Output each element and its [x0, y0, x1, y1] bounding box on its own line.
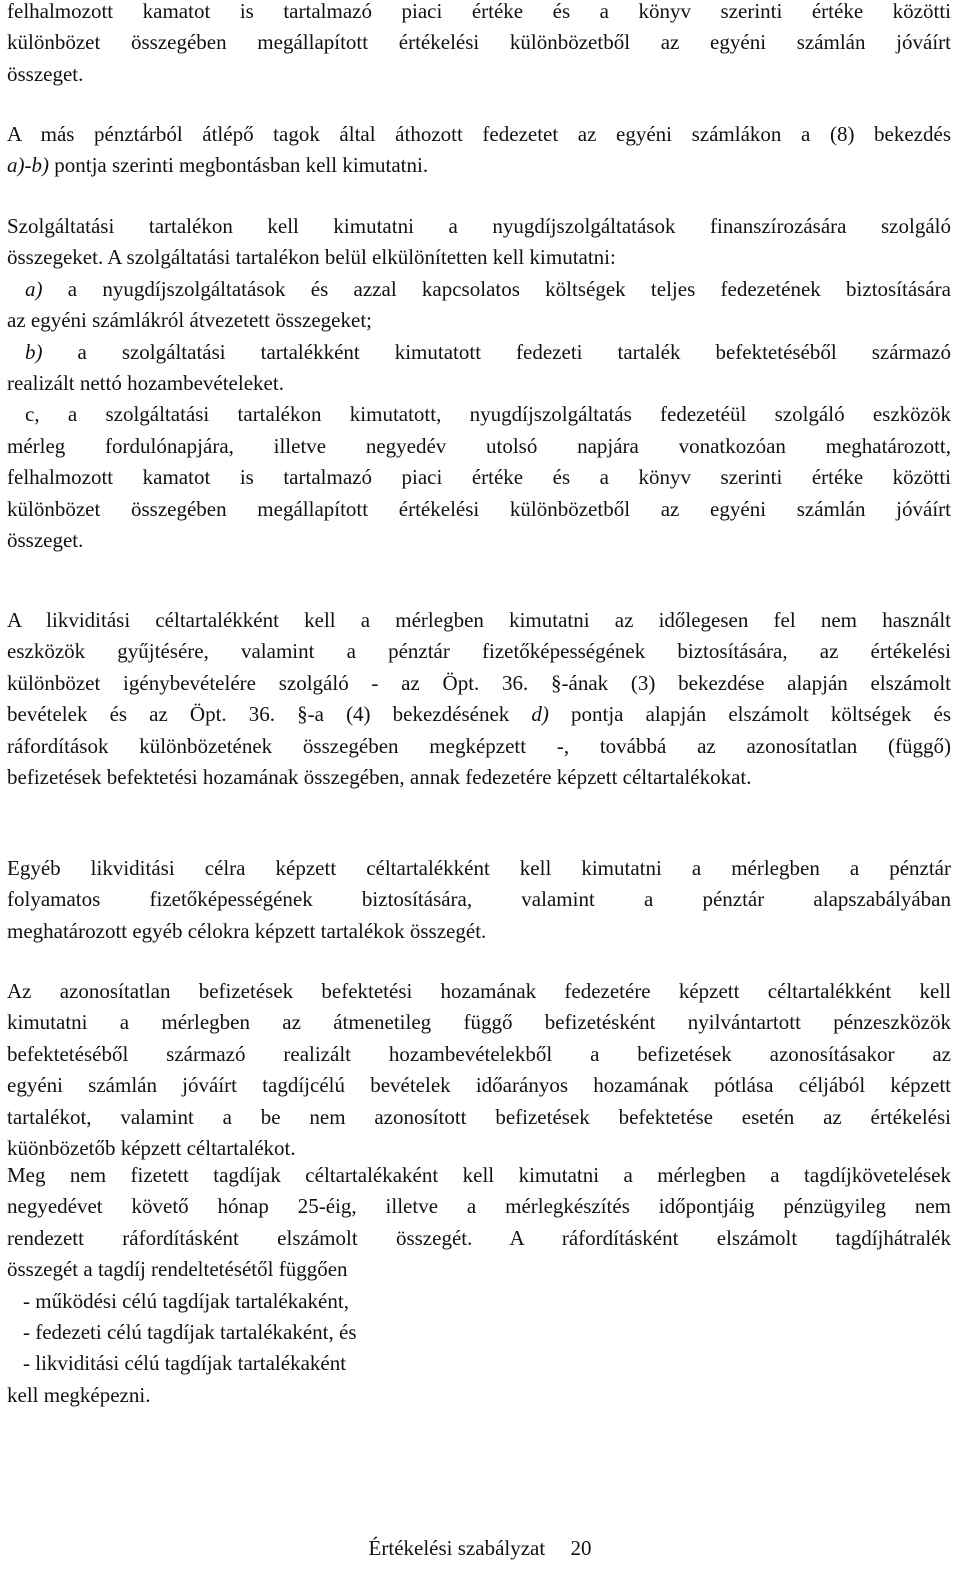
list-item: - likviditási célú tagdíjak tartalékaként — [23, 1351, 347, 1376]
paragraph-unidentified — [7, 976, 951, 1164]
list-item-a — [7, 274, 951, 305]
text-line: az egyéni számlákról átvezetett összegeket; — [7, 308, 372, 333]
paragraph-service-reserve — [7, 211, 951, 556]
italic-ref: d) — [531, 702, 549, 727]
text-line: mérleg fordulónapjára, illetve negyedév utolsó napjára vonatkozóan meghatározott, — [7, 433, 951, 458]
list-item-b — [7, 337, 951, 368]
text-line: befizetések befektetési hozamának összegében, annak fedezetére képzett céltartalékokat. — [7, 765, 752, 790]
paragraph-continuation — [7, 0, 951, 90]
text-span: pontja alapján elszámolt költségek és — [548, 702, 951, 727]
item-label: b) — [25, 339, 43, 364]
text-line: befektetéséből származó realizált hozambevételekből a befizetések azonosításakor az — [7, 1041, 951, 1066]
text-line: kimutatni a mérlegben az átmenetileg függő befizetésként nyilvántartott pénzeszközök — [7, 1010, 951, 1035]
list-item: - fedezeti célú tagdíjak tartalékaként, és — [23, 1320, 357, 1345]
text-line — [7, 699, 951, 730]
text-line: különbözet összegében megállapított értékelési különbözetből az egyéni számlán jóváírt — [7, 30, 951, 55]
text-line: meghatározott egyéb célokra képzett tartalékok összegét. — [7, 918, 487, 943]
paragraph-liquidity — [7, 605, 951, 793]
text-line: tartalékot, valamint a be nem azonosított befizetések befektetése esetén az értékelési — [7, 1104, 951, 1129]
text-line: A más pénztárból átlépő tagok által áthozott fedezetet az egyéni számlákon a (8) bekezdés — [7, 122, 951, 146]
text-span: pontja szerinti megbontásban kell kimutatni. — [48, 153, 429, 178]
text-line: A likviditási céltartalékként kell a mérlegben kimutatni az időlegesen fel nem használt — [7, 608, 951, 632]
text-line: Egyéb likviditási célra képzett céltartalékként kell kimutatni a mérlegben a pénztár — [7, 856, 951, 880]
item-label: a) — [25, 276, 43, 301]
text-line: összeget. — [7, 61, 84, 86]
text-line: különbözet igénybevételére szolgáló - az Öpt. 36. §-ának (3) bekezdése alapján elszámolt — [7, 670, 951, 695]
text-span: a szolgáltatási tartalékként kimutatott fedezeti tartalék befektetéséből származó — [42, 339, 951, 364]
paragraph-other-liquidity — [7, 853, 951, 947]
text-line — [7, 150, 951, 181]
text-line: egyéni számlán jóváírt tagdíjcélú bevételek időarányos hozamának pótlása céljából képzett — [7, 1073, 951, 1098]
text-line: felhalmozott kamatot is tartalmazó piaci értéke és a könyv szerinti értéke közötti — [7, 465, 951, 490]
text-line: rendezett ráfordításként elszámolt összegét. A ráfordításként elszámolt tagdíjhátralék — [7, 1225, 951, 1250]
text-line: eszközök gyűjtésére, valamint a pénztár fizetőképességének biztosítására, az értékelési — [7, 639, 951, 664]
text-span: bevételek és az Öpt. 36. §-a (4) bekezdésének — [7, 702, 532, 727]
text-line: Az azonosítatlan befizetések befektetési hozamának fedezetére képzett céltartalékként kell — [7, 979, 951, 1003]
list-item: - működési célú tagdíjak tartalékaként, — [23, 1288, 349, 1313]
footer-title: Értékelési szabályzat — [368, 1536, 546, 1560]
text-line: folyamatos fizetőképességének biztosítására, valamint a pénztár alapszabályában — [7, 887, 951, 912]
text-line: összegeket. A szolgáltatási tartalékon belül elkülönítetten kell kimutatni: — [7, 245, 616, 270]
text-line: összegét a tagdíj rendeltetésétől függően — [7, 1257, 348, 1282]
text-span: a nyugdíjszolgáltatások és azzal kapcsolatos költségek teljes fedezetének biztosítására — [42, 276, 951, 301]
text-line: különbözet összegében megállapított értékelési különbözetből az egyéni számlán jóváírt — [7, 496, 951, 521]
paragraph-transfer — [7, 119, 951, 182]
paragraph-unpaid-fees — [7, 1160, 951, 1411]
text-line: negyedévet követő hónap 25-éig, illetve a mérlegkészítés időpontjáig pénzügyileg nem — [7, 1194, 951, 1219]
text-line: kell megképezni. — [7, 1382, 151, 1407]
list-item-c: c, a szolgáltatási tartalékon kimutatott, nyugdíjszolgáltatás fedezetéül szolgáló eszközök — [25, 402, 951, 427]
text-line: Szolgáltatási tartalékon kell kimutatni a nyugdíjszolgáltatások finanszírozására szolgáló — [7, 214, 951, 238]
page-footer — [0, 1536, 960, 1561]
text-line: küönbözetőb képzett céltartalékot. — [7, 1136, 296, 1161]
text-line: felhalmozott kamatot is tartalmazó piaci értéke és a könyv szerinti értéke közötti — [7, 0, 951, 23]
page-number: 20 — [570, 1536, 592, 1560]
text-line: Meg nem fizetett tagdíjak céltartalékaként kell kimutatni a mérlegben a tagdíjkövetelések — [7, 1163, 951, 1187]
text-line: ráfordítások különbözetének összegében megképzett -, továbbá az azonosítatlan (függő) — [7, 733, 951, 758]
text-line: összeget. — [7, 528, 84, 553]
text-line: realizált nettó hozambevételeket. — [7, 371, 284, 396]
italic-ref: a)-b) — [7, 153, 49, 178]
